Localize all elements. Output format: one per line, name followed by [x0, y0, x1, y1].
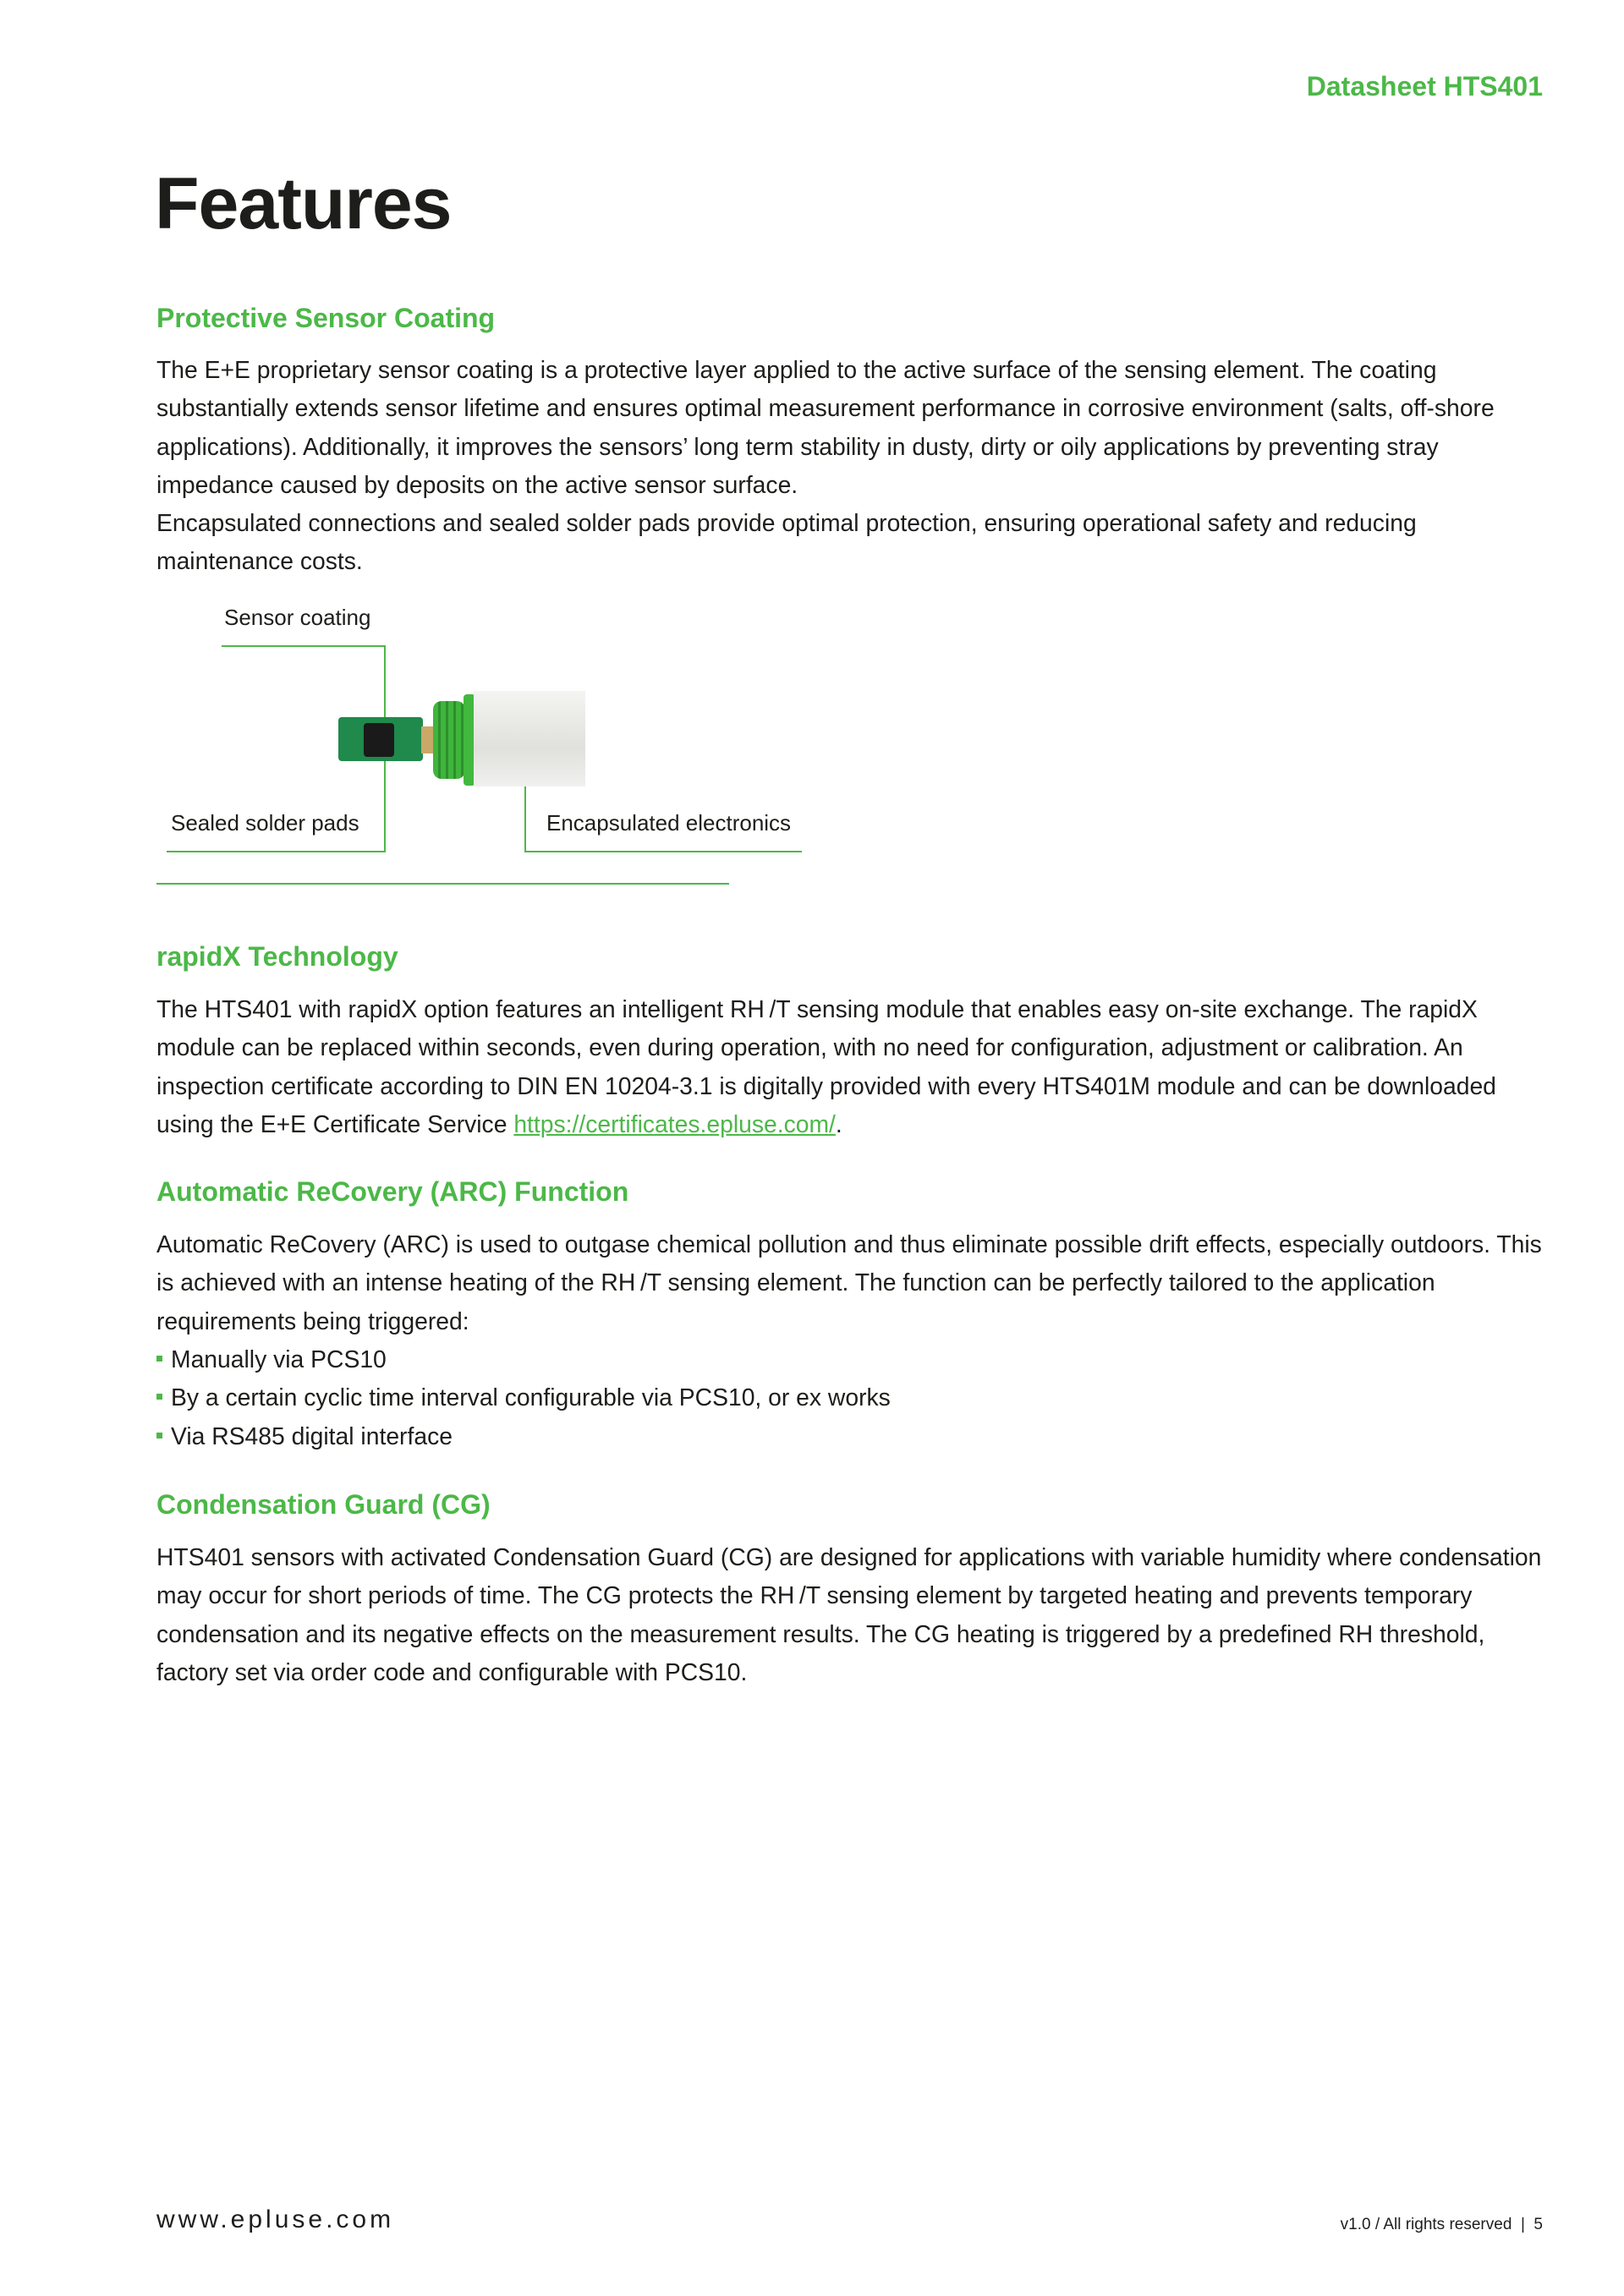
list-item: By a certain cyclic time interval configurable via PCS10, or ex works	[156, 1378, 891, 1417]
rapidx-tail: .	[835, 1110, 842, 1138]
label-encapsulated-electronics: Encapsulated electronics	[546, 810, 792, 836]
callout-line	[524, 851, 802, 852]
coating-paragraph-2: Encapsulated connections and sealed solder pads provide optimal protection, ensuring operational safety and reducing maintenance costs.	[156, 509, 1417, 575]
bullet-icon	[156, 1433, 162, 1438]
sensor-chip	[364, 723, 394, 757]
arc-paragraph: Automatic ReCovery (ARC) is used to outgase chemical pollution and thus eliminate possible drift effects, especially outdoors. This is achieved with an intense heating of the RH /T sensing element. The function can be perfectly tailored to the application requirements being triggered:	[156, 1230, 1542, 1334]
footer-rights: v1.0 / All rights reserved | 5	[1340, 2216, 1543, 2233]
divider	[156, 883, 729, 885]
footer-website: www.epluse.com	[156, 2206, 395, 2233]
label-sealed-pads: Sealed solder pads	[171, 810, 359, 836]
thread-nut	[433, 701, 465, 779]
page-title: Features	[155, 163, 452, 244]
heading-cg: Condensation Guard (CG)	[156, 1489, 491, 1520]
bullet-icon	[156, 1356, 162, 1362]
sensor-body	[474, 691, 585, 786]
certificate-link[interactable]: https://certificates.epluse.com/	[513, 1110, 836, 1138]
list-item: Via RS485 digital interface	[156, 1417, 453, 1455]
rapidx-paragraph	[156, 990, 1552, 1144]
heading-arc: Automatic ReCovery (ARC) Function	[156, 1176, 629, 1207]
rapidx-text: The HTS401 with rapidX option features an intelligent RH /T sensing module that enables easy on-site exchange. The rapidX module can be replaced within seconds, even during operation, with no need for configuration, adjustment or calibration. An inspection certificate according to DIN EN 10204-3.1 is digitally provided with every HTS401M module and can be downloaded using the E+E Certificate Service	[156, 995, 1496, 1138]
callout-line	[222, 645, 386, 647]
cg-paragraph: HTS401 sensors with activated Condensation Guard (CG) are designed for applications with variable humidity where condensation may occur for short periods of time. The CG protects the RH /T sensing element by targeted heating and prevents temporary condensation and its negative effects on the measurement results. The CG heating is triggered by a predefined RH threshold, factory set via order code and configurable with PCS10.	[156, 1543, 1542, 1686]
callout-line	[167, 851, 386, 852]
heading-rapidx: rapidX Technology	[156, 941, 398, 972]
coating-paragraph-1: The E+E proprietary sensor coating is a protective layer applied to the active surface of the sensing element. The coating substantially extends sensor lifetime and ensures optimal measurement performance in corrosive environment (salts, off-shore applications). Additionally, it improves the sensors’ long term stability in dusty, dirty or oily applications by preventing stray impedance caused by deposits on the active sensor surface.	[156, 356, 1495, 499]
sensor-image	[338, 689, 585, 791]
list-item: Manually via PCS10	[156, 1340, 387, 1378]
heading-coating: Protective Sensor Coating	[156, 303, 496, 333]
label-sensor-coating: Sensor coating	[224, 605, 371, 630]
document-title: Datasheet HTS401	[1306, 71, 1543, 101]
bullet-icon	[156, 1394, 162, 1400]
